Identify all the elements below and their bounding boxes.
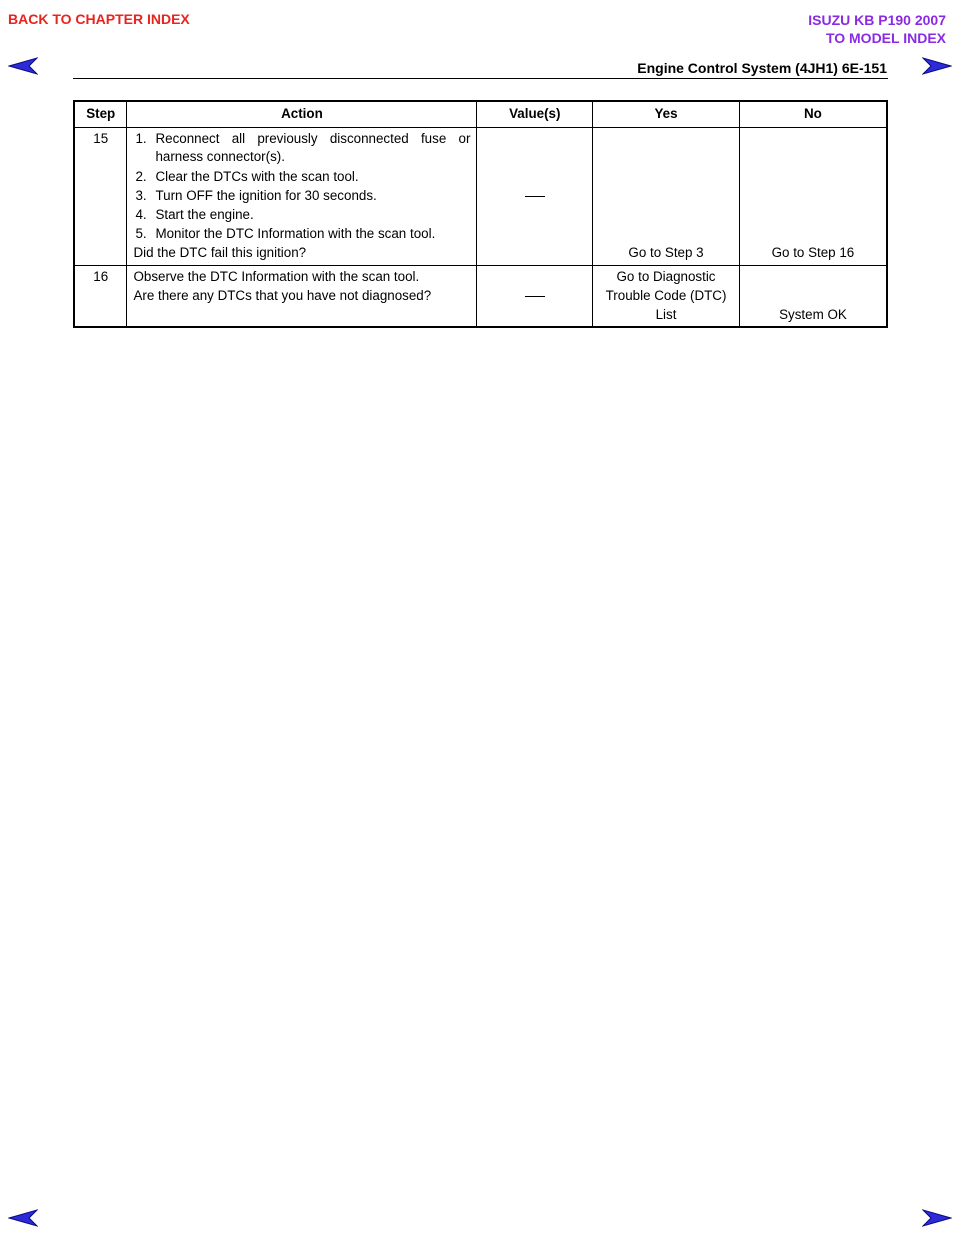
table-header-row [74, 101, 887, 127]
next-page-arrow-bottom-icon[interactable] [922, 1209, 952, 1227]
action-item [133, 206, 470, 225]
action-item-text: Clear the DTCs with the scan tool. [155, 168, 359, 184]
action-item-text: Turn OFF the ignition for 30 seconds. [155, 187, 377, 203]
empty-value-dash [525, 196, 545, 197]
no-cell: System OK [739, 266, 887, 328]
model-index-link[interactable] [808, 11, 946, 47]
to-model-index-label: TO MODEL INDEX [825, 30, 946, 46]
table-row [74, 266, 887, 328]
action-item-text: Monitor the DTC Information with the scan tool. [155, 226, 436, 242]
action-item [133, 225, 470, 244]
column-header-no: No [739, 101, 887, 127]
column-header-yes: Yes [593, 101, 740, 127]
previous-page-arrow-bottom-icon[interactable] [8, 1209, 38, 1227]
action-cell [127, 266, 477, 328]
back-to-chapter-index-link[interactable]: BACK TO CHAPTER INDEX [8, 11, 190, 27]
diagnostic-steps-table [73, 100, 888, 328]
action-item [133, 130, 470, 167]
model-title: ISUZU KB P190 2007 [808, 12, 946, 28]
column-header-values: Value(s) [477, 101, 593, 127]
action-list [133, 130, 470, 244]
action-item-number: 5. [135, 226, 147, 242]
action-item [133, 187, 470, 206]
step-number: 16 [74, 266, 127, 328]
page-header-title: Engine Control System (4JH1) 6E-151 [637, 60, 887, 76]
action-item-number: 3. [135, 187, 147, 203]
action-question: Did the DTC fail this ignition? [133, 245, 307, 261]
action-item-text: Start the engine. [155, 207, 254, 223]
column-header-step: Step [74, 101, 127, 127]
action-item-number: 4. [135, 207, 147, 223]
step-number: 15 [74, 127, 127, 265]
action-item [133, 168, 470, 187]
previous-page-arrow-icon[interactable] [8, 57, 38, 75]
value-cell [477, 127, 593, 265]
header-rule [73, 78, 888, 79]
action-item-text: Reconnect all previously disconnected fuse or harness connector(s). [155, 130, 471, 165]
value-cell [477, 266, 593, 328]
table-row [74, 127, 887, 265]
no-cell: Go to Step 16 [739, 127, 887, 265]
empty-value-dash [525, 296, 545, 297]
column-header-action: Action [127, 101, 477, 127]
next-page-arrow-icon[interactable] [922, 57, 952, 75]
yes-cell: Go to Step 3 [593, 127, 740, 265]
yes-cell: Go to Diagnostic Trouble Code (DTC) List [593, 266, 740, 328]
action-cell [127, 127, 477, 265]
action-question: Are there any DTCs that you have not diagnosed? [133, 287, 432, 303]
action-text: Observe the DTC Information with the scan tool. [133, 269, 420, 285]
action-item-number: 2. [135, 168, 147, 184]
action-item-number: 1. [135, 130, 147, 146]
